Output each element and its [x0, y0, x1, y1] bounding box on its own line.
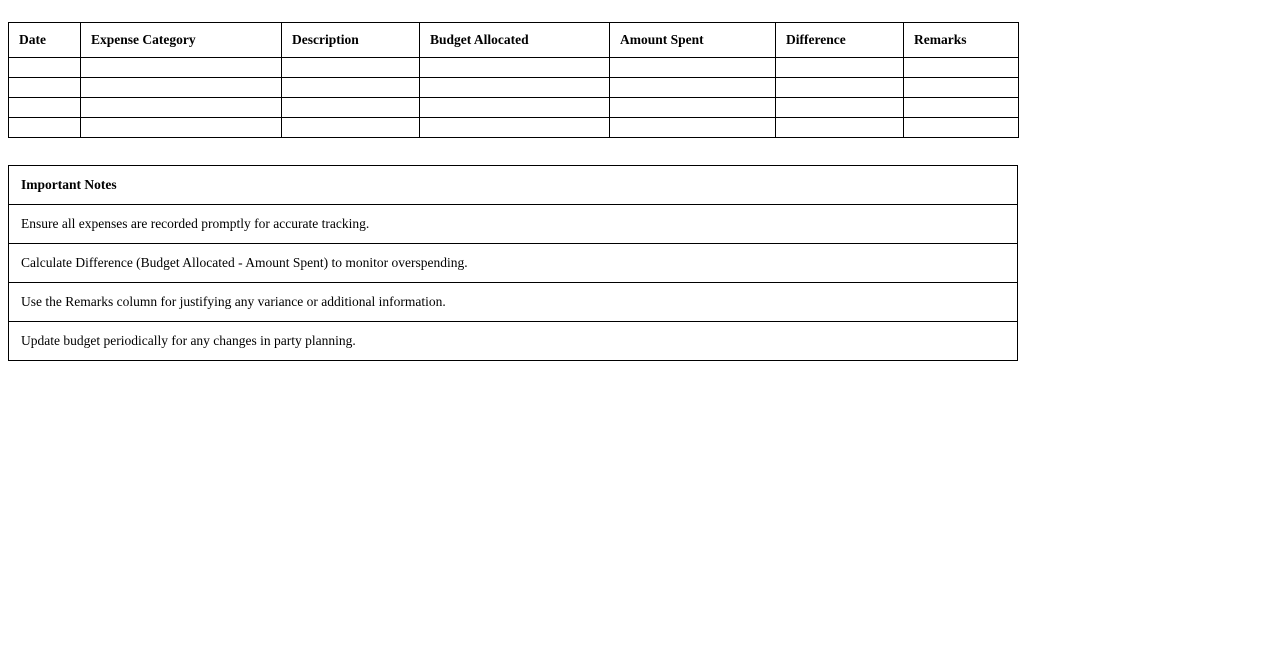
cell-remarks[interactable] [904, 118, 1019, 138]
cell-difference[interactable] [776, 78, 904, 98]
cell-date[interactable] [9, 78, 81, 98]
column-header-description: Description [282, 23, 420, 58]
list-item [9, 322, 1018, 361]
expense-tracking-table [8, 22, 1019, 138]
cell-budget-allocated[interactable] [420, 98, 610, 118]
cell-budget-allocated[interactable] [420, 78, 610, 98]
notes-header-label: Important Notes [9, 166, 1018, 205]
expense-header-row [9, 23, 1019, 58]
cell-description[interactable] [282, 118, 420, 138]
column-header-budget-allocated: Budget Allocated [420, 23, 610, 58]
table-row [9, 118, 1019, 138]
cell-description[interactable] [282, 98, 420, 118]
column-header-expense-category: Expense Category [81, 23, 282, 58]
table-row [9, 98, 1019, 118]
cell-expense-category[interactable] [81, 58, 282, 78]
notes-header-row [9, 166, 1018, 205]
cell-remarks[interactable] [904, 58, 1019, 78]
list-item [9, 244, 1018, 283]
cell-amount-spent[interactable] [610, 58, 776, 78]
cell-remarks[interactable] [904, 78, 1019, 98]
cell-description[interactable] [282, 78, 420, 98]
cell-date[interactable] [9, 98, 81, 118]
note-text: Update budget periodically for any changes in party planning. [9, 322, 1018, 361]
cell-expense-category[interactable] [81, 118, 282, 138]
table-row [9, 58, 1019, 78]
cell-amount-spent[interactable] [610, 98, 776, 118]
cell-expense-category[interactable] [81, 98, 282, 118]
cell-budget-allocated[interactable] [420, 118, 610, 138]
column-header-remarks: Remarks [904, 23, 1019, 58]
cell-difference[interactable] [776, 58, 904, 78]
expense-table-head [9, 23, 1019, 58]
notes-table-container [8, 165, 1018, 361]
column-header-amount-spent: Amount Spent [610, 23, 776, 58]
list-item [9, 205, 1018, 244]
column-header-date: Date [9, 23, 81, 58]
note-text: Calculate Difference (Budget Allocated - Amount Spent) to monitor overspending. [9, 244, 1018, 283]
cell-difference[interactable] [776, 118, 904, 138]
cell-budget-allocated[interactable] [420, 58, 610, 78]
important-notes-table [8, 165, 1018, 361]
cell-amount-spent[interactable] [610, 78, 776, 98]
notes-table-body [9, 205, 1018, 361]
notes-table-head [9, 166, 1018, 205]
column-header-difference: Difference [776, 23, 904, 58]
cell-description[interactable] [282, 58, 420, 78]
table-row [9, 78, 1019, 98]
cell-date[interactable] [9, 58, 81, 78]
expense-table-container [8, 22, 1018, 138]
cell-expense-category[interactable] [81, 78, 282, 98]
cell-date[interactable] [9, 118, 81, 138]
note-text: Ensure all expenses are recorded promptly for accurate tracking. [9, 205, 1018, 244]
cell-remarks[interactable] [904, 98, 1019, 118]
cell-amount-spent[interactable] [610, 118, 776, 138]
note-text: Use the Remarks column for justifying any variance or additional information. [9, 283, 1018, 322]
list-item [9, 283, 1018, 322]
expense-table-body [9, 58, 1019, 138]
cell-difference[interactable] [776, 98, 904, 118]
